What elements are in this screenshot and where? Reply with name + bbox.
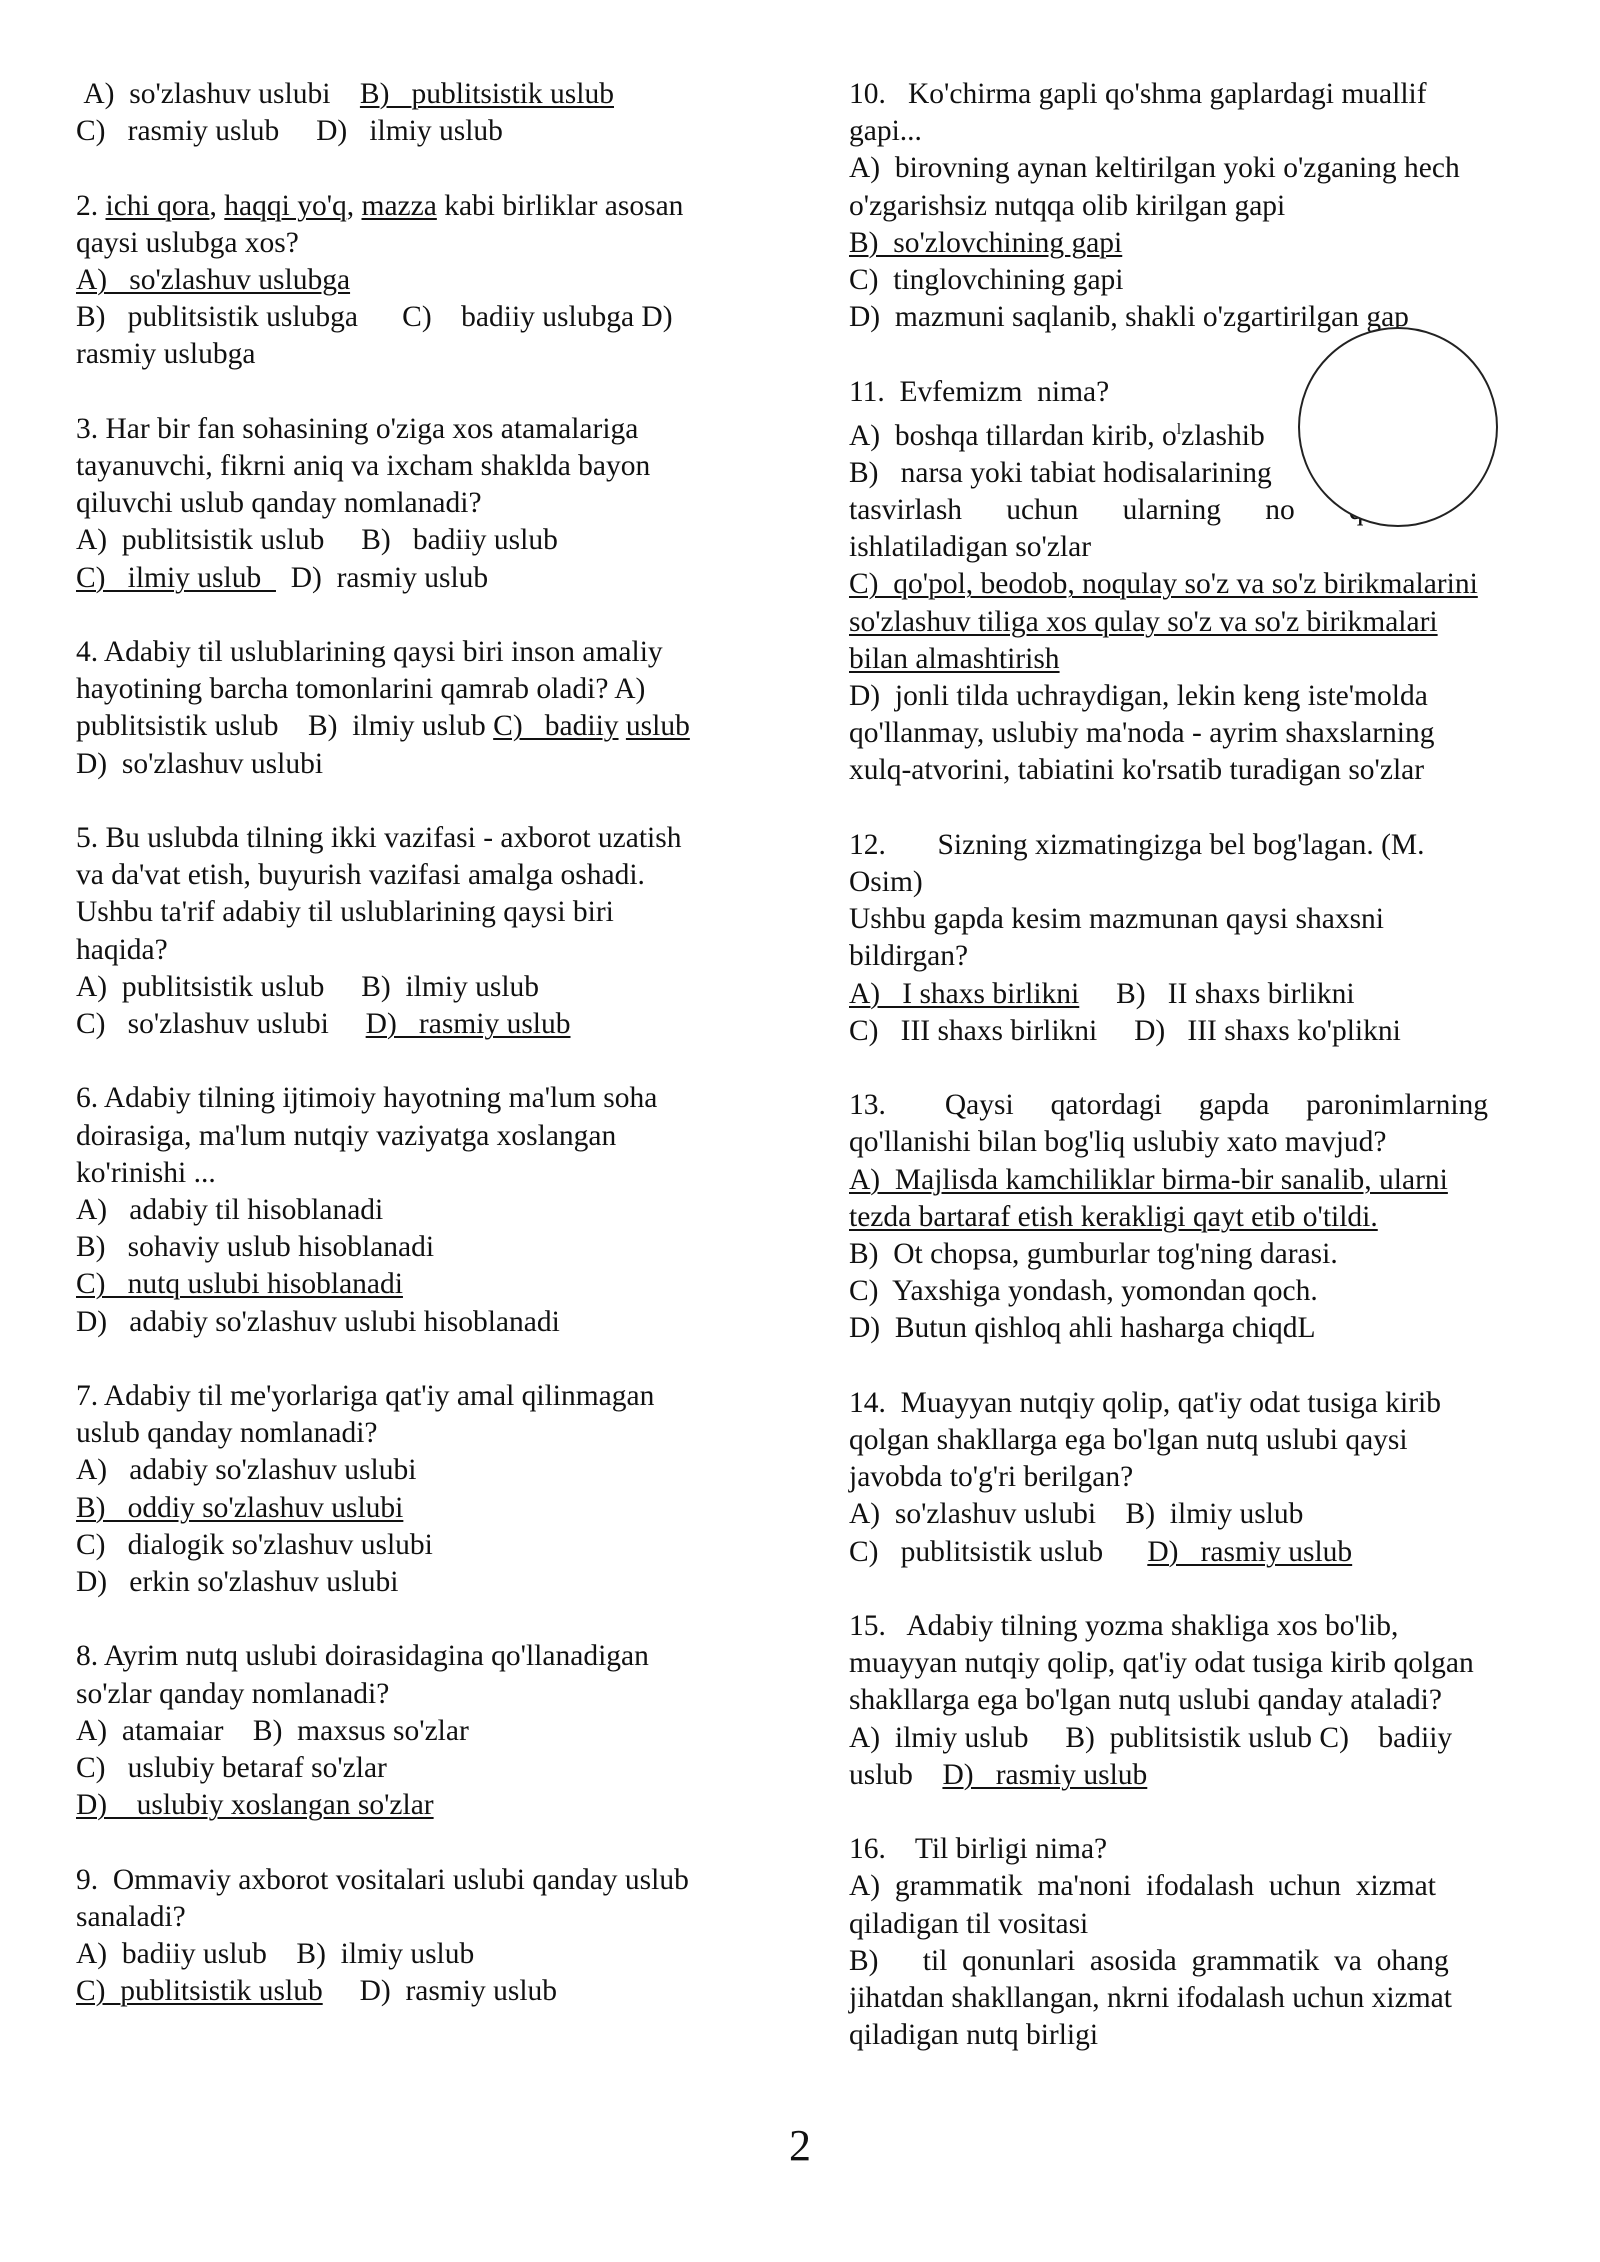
q10-option-d: D) mazmuni saqlanib, shakli o'zgartirilgan gap xyxy=(849,301,1409,334)
q15-option-c-cont: uslub xyxy=(849,1758,943,1791)
q15-options-abc: A) ilmiy uslub B) publitsistik uslub C) badiiy xyxy=(849,1721,1453,1754)
q3-text-2: tayanuvchi, fikrni aniq va ixcham shaklda bayon xyxy=(76,450,651,482)
q16-text-1: 16. Til birligi nima? xyxy=(849,1833,1108,1866)
question-12 xyxy=(849,827,1525,1050)
q16-option-a-cont: qiladigan til vositasi xyxy=(849,1907,1089,1940)
q10-option-b-answer: B) so'zlovchining gapi xyxy=(849,226,1123,259)
q2-line-2: qaysi uslubga xos? xyxy=(76,226,299,259)
q7-text-1: 7. Adabiy til me'yorlariga qat'iy amal qilinmagan xyxy=(76,1380,655,1413)
q9-option-d: D) rasmiy uslub xyxy=(322,1975,558,2008)
q1-options-cd: C) rasmiy uslub D) ilmiy uslub xyxy=(76,115,503,148)
q5-text-2: va da'vat etish, buyurish vazifasi amalga oshadi. xyxy=(76,859,645,892)
q2-option-d-cont: rasmiy uslubga xyxy=(76,338,256,371)
q2-term-3: mazza xyxy=(361,189,437,222)
q11-option-c-answer-2: so'zlashuv tiliga xos qulay so'z va so'z birikmalari xyxy=(849,605,1438,638)
q8-text-2: so'zlar qanday nomlanadi? xyxy=(76,1677,390,1710)
q7-option-d: D) erkin so'zlashuv uslubi xyxy=(76,1566,399,1599)
q2-rest: kabi birliklar asosan xyxy=(436,189,684,222)
question-16 xyxy=(849,1831,1525,2054)
q9-options-ab: A) badiiy uslub B) ilmiy uslub xyxy=(76,1938,475,1971)
circle-stamp xyxy=(1298,327,1498,527)
q10-text-2: gapi... xyxy=(849,115,922,148)
q7-option-a: A) adabiy so'zlashuv uslubi xyxy=(76,1454,417,1487)
q11-option-a: A) boshqa tillardan kirib, o xyxy=(849,419,1177,452)
q2-sep-1: , xyxy=(209,189,225,222)
q15-option-d-answer: D) rasmiy uslub xyxy=(942,1758,1148,1791)
q10-option-a-cont: o'zgarishsiz nutqqa olib kirilgan gapi xyxy=(849,189,1286,222)
q12-options-cd: C) III shaxs birlikni D) III shaxs ko'plikni xyxy=(849,1014,1401,1047)
q13-option-a-answer: A) Majlisda kamchiliklar birma-bir sanalib, ularni xyxy=(849,1163,1448,1196)
q13-text-1: 13. Qaysi qatordagi gapda paronimlarning xyxy=(849,1089,1489,1122)
question-5 xyxy=(76,820,754,1043)
q11-text-1: 11. Evfemizm nima? xyxy=(849,375,1110,408)
q12-option-b: B) II shaxs birlikni xyxy=(1079,977,1355,1010)
q11-option-d-cont-2: xulq-atvorini, tabiatini ko'rsatib turadigan so'zlar xyxy=(849,754,1425,787)
q2-options-bcd: B) publitsistik uslubga C) badiiy uslubga D) xyxy=(76,301,673,334)
q1-line-1 xyxy=(76,76,754,113)
q9-text-2: sanaladi? xyxy=(76,1900,186,1933)
q13-option-a-answer-2: tezda bartaraf etish kerakligi qayt etib o'tildi. xyxy=(849,1200,1378,1233)
q11-option-d: D) jonli tilda uchraydigan, lekin keng iste'molda xyxy=(849,680,1428,713)
q11-option-b-cont-2: ishlatiladigan so'zlar xyxy=(849,531,1092,564)
question-7 xyxy=(76,1378,754,1601)
q4-options-ab: publitsistik uslub B) ilmiy uslub xyxy=(76,710,494,743)
q9-option-c-answer: C) publitsistik uslub xyxy=(76,1975,323,2008)
q6-option-a: A) adabiy til hisoblanadi xyxy=(76,1194,384,1227)
question-1-options xyxy=(76,76,754,150)
q8-text-1: 8. Ayrim nutq uslubi doirasidagina qo'llanadigan xyxy=(76,1640,649,1673)
q11-mark: l xyxy=(1176,420,1182,438)
q15-text-3: shakllarga ega bo'lgan nutq uslubi qanday ataladi? xyxy=(849,1684,1442,1717)
question-4 xyxy=(76,634,754,783)
q7-text-2: uslub qanday nomlanadi? xyxy=(76,1417,378,1450)
q10-option-c: C) tinglovchining gapi xyxy=(849,264,1124,297)
q5-text-1: 5. Bu uslubda tilning ikki vazifasi - axborot uzatish xyxy=(76,822,682,854)
question-8 xyxy=(76,1638,754,1824)
q11-option-a-end: zlashib xyxy=(1181,419,1265,452)
q7-option-b-answer: B) oddiy so'zlashuv uslubi xyxy=(76,1491,404,1524)
q6-text-3: ko'rinishi ... xyxy=(76,1156,216,1189)
q9-text-1: 9. Ommaviy axborot vositalari uslubi qanday uslub xyxy=(76,1863,689,1896)
q13-option-c: C) Yaxshiga yondash, yomondan qoch. xyxy=(849,1275,1318,1308)
q8-options-ab: A) atamaiar B) maxsus so'zlar xyxy=(76,1714,469,1747)
q2-line-1 xyxy=(76,188,754,225)
q13-option-b: B) Ot chopsa, gumburlar tog'ning darasi. xyxy=(849,1238,1338,1271)
q3-option-c-answer: C) ilmiy uslub xyxy=(76,561,276,594)
q7-option-c: C) dialogik so'zlashuv uslubi xyxy=(76,1528,433,1561)
question-15 xyxy=(849,1608,1525,1794)
q12-text-1: 12. Sizning xizmatingizga bel bog'lagan. (M. xyxy=(849,828,1425,861)
q5-option-c: C) so'zlashuv uslubi xyxy=(76,1008,366,1041)
question-2 xyxy=(76,188,754,374)
q8-option-c: C) uslubiy betaraf so'zlar xyxy=(76,1752,387,1785)
q4-option-d: D) so'zlashuv uslubi xyxy=(76,747,324,780)
q5-text-3: Ushbu ta'rif adabiy til uslublarining qaysi biri xyxy=(76,896,614,929)
q12-text-4: bildirgan? xyxy=(849,940,969,973)
q14-text-3: javobda to'g'ri berilgan? xyxy=(849,1461,1134,1494)
q2-term-1: ichi qora xyxy=(105,189,210,222)
question-3 xyxy=(76,411,754,597)
q13-text-2: qo'llanishi bilan bog'liq uslubiy xato mavjud? xyxy=(849,1126,1387,1159)
q13-option-d: D) Butun qishloq ahli hasharga chiqdL xyxy=(849,1312,1316,1345)
q12-text-3: Ushbu gapda kesim mazmunan qaysi shaxsni xyxy=(849,903,1385,936)
q6-option-c-answer: C) nutq uslubi hisoblanadi xyxy=(76,1268,403,1301)
q3-option-d: D) rasmiy uslub xyxy=(275,561,489,594)
q16-option-b-cont-2: qiladigan nutq birligi xyxy=(849,2019,1099,2052)
q10-text-1: 10. Ko'chirma gapli qo'shma gaplardagi muallif xyxy=(849,78,1427,110)
q11-option-d-cont: qo'llanmay, uslubiy ma'noda - ayrim shaxslarning xyxy=(849,717,1435,750)
q11-option-b-cont: tasvirlash uchun ularning no xyxy=(849,494,1295,527)
question-6 xyxy=(76,1080,754,1340)
q16-option-b-cont: jihatdan shakllangan, nkrni ifodalash uchun xizmat xyxy=(849,1982,1452,2015)
q1-option-a: A) so'zlashuv uslubi xyxy=(76,78,360,110)
left-column xyxy=(76,76,754,2048)
q12-option-a-answer: A) I shaxs birlikni xyxy=(849,977,1080,1010)
q6-text-1: 6. Adabiy tilning ijtimoiy hayotning ma'lum soha xyxy=(76,1082,658,1115)
q3-text-1: 3. Har bir fan sohasining o'ziga xos atamalariga xyxy=(76,412,639,445)
q12-text-2: Osim) xyxy=(849,866,923,899)
question-14 xyxy=(849,1385,1525,1571)
q5-option-d-answer: D) rasmiy uslub xyxy=(365,1008,571,1041)
q4-option-c-answer-2: uslub xyxy=(625,710,690,743)
q2-term-2: haqqi yo'q xyxy=(224,189,347,222)
q3-options-ab: A) publitsistik uslub B) badiiy uslub xyxy=(76,524,558,557)
q15-text-1: 15. Adabiy tilning yozma shakliga xos bo'lib, xyxy=(849,1610,1399,1643)
q11-option-c-answer-3: bilan almashtirish xyxy=(849,642,1060,675)
q14-options-ab: A) so'zlashuv uslubi B) ilmiy uslub xyxy=(849,1498,1304,1531)
q6-option-b: B) sohaviy uslub hisoblanadi xyxy=(76,1231,435,1264)
q11-option-c-answer: C) qo'pol, beodob, noqulay so'z va so'z birikmalarini xyxy=(849,568,1478,601)
question-10 xyxy=(849,76,1525,336)
q4-text-1: 4. Adabiy til uslublarining qaysi biri inson amaliy xyxy=(76,636,663,668)
question-13 xyxy=(849,1087,1525,1347)
q15-text-2: muayyan nutqiy qolip, qat'iy odat tusiga kirib qolgan xyxy=(849,1647,1474,1680)
q10-option-a: A) birovning aynan keltirilgan yoki o'zganing hech xyxy=(849,152,1460,185)
q6-option-d: D) adabiy so'zlashuv uslubi hisoblanadi xyxy=(76,1305,560,1338)
q3-text-3: qiluvchi uslub qanday nomlanadi? xyxy=(76,487,482,520)
q2-number: 2. xyxy=(76,189,106,222)
q4-space xyxy=(619,710,626,742)
q5-options-ab: A) publitsistik uslub B) ilmiy uslub xyxy=(76,970,540,1003)
q4-text-2: hayotining barcha tomonlarini qamrab oladi? A) xyxy=(76,673,646,706)
page-number: 2 xyxy=(789,2121,811,2170)
q6-text-2: doirasiga, ma'lum nutqiy vaziyatga xoslangan xyxy=(76,1119,617,1152)
q14-text-1: 14. Muayyan nutqiy qolip, qat'iy odat tusiga kirib xyxy=(849,1386,1441,1419)
q4-option-c-answer: C) badiiy xyxy=(493,710,619,743)
q14-text-2: qolgan shakllarga ega bo'lgan nutq uslubi qaysi xyxy=(849,1424,1408,1457)
q14-option-d-answer: D) rasmiy uslub xyxy=(1147,1535,1353,1568)
question-9 xyxy=(76,1862,754,2011)
q2-sep-2: , xyxy=(346,189,362,222)
q16-option-b: B) til qonunlari asosida grammatik va ohang xyxy=(849,1944,1449,1977)
q14-option-c: C) publitsistik uslub xyxy=(849,1535,1148,1568)
q2-option-a-answer: A) so'zlashuv uslubga xyxy=(76,264,351,296)
q16-option-a: A) grammatik ma'noni ifodalash uchun xizmat xyxy=(849,1870,1436,1903)
q5-text-4: haqida? xyxy=(76,933,168,966)
q11-option-b: B) narsa yoki tabiat hodisalarining xyxy=(849,456,1272,489)
q8-option-d-answer: D) uslubiy xoslangan so'zlar xyxy=(76,1789,434,1822)
q1-option-b-answer: B) publitsistik uslub xyxy=(359,78,614,110)
